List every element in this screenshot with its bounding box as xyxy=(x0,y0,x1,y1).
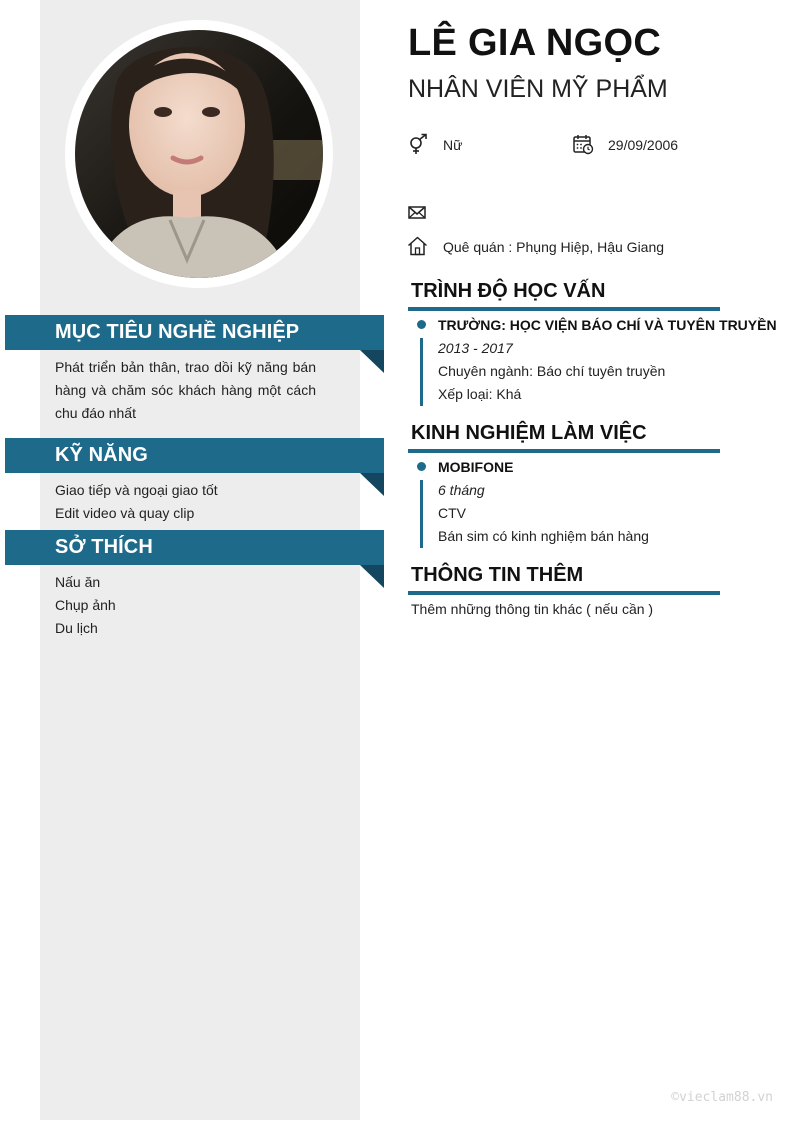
additional-heading: THÔNG TIN THÊM xyxy=(411,564,584,586)
education-period: 2013 - 2017 xyxy=(438,340,513,356)
gender-value: Nữ xyxy=(443,137,463,153)
objective-line: Phát triển bản thân, trao dồi kỹ năng bán xyxy=(55,359,316,375)
experience-duration: 6 tháng xyxy=(438,482,485,498)
skills-list xyxy=(55,479,316,525)
hobby-item: Nấu ăn xyxy=(55,574,101,590)
education-school: TRƯỜNG: HỌC VIỆN BÁO CHÍ VÀ TUYÊN TRUYỀN xyxy=(438,317,777,333)
hobbies-list xyxy=(55,571,316,640)
additional-rule xyxy=(408,591,720,595)
skills-banner-fold xyxy=(360,473,384,496)
experience-role: CTV xyxy=(438,505,466,521)
hobbies-banner xyxy=(5,530,384,565)
additional-text: Thêm những thông tin khác ( nếu cần ) xyxy=(411,601,654,617)
experience-rule xyxy=(408,449,720,453)
education-timeline-bar xyxy=(420,338,423,406)
hobbies-banner-fold xyxy=(360,565,384,588)
objective-line: hàng và chăm sóc khách hàng một cách xyxy=(55,382,316,398)
experience-description: Bán sim có kinh nghiệm bán hàng xyxy=(438,528,649,544)
experience-company: MOBIFONE xyxy=(438,459,514,475)
education-heading: TRÌNH ĐỘ HỌC VẤN xyxy=(411,280,606,302)
candidate-name: LÊ GIA NGỌC xyxy=(408,22,662,64)
hometown-value: Quê quán : Phụng Hiệp, Hậu Giang xyxy=(443,239,665,255)
skills-heading: KỸ NĂNG xyxy=(55,444,148,466)
job-title: NHÂN VIÊN MỸ PHẨM xyxy=(408,75,668,103)
objective-text xyxy=(55,356,316,425)
skills-banner xyxy=(5,438,384,473)
hobby-item: Chụp ảnh xyxy=(55,597,116,613)
calendar-icon xyxy=(572,133,594,155)
avatar xyxy=(75,30,323,278)
house-icon xyxy=(407,235,429,257)
skill-item: Edit video và quay clip xyxy=(55,505,195,521)
watermark: ©vieclam88.vn xyxy=(671,1090,773,1105)
experience-heading: KINH NGHIỆM LÀM VIỆC xyxy=(411,422,647,444)
objective-banner xyxy=(5,315,384,350)
hobbies-heading: SỞ THÍCH xyxy=(55,536,153,558)
education-rule xyxy=(408,307,720,311)
skill-item: Giao tiếp và ngoại giao tốt xyxy=(55,482,218,498)
birthday-value: 29/09/2006 xyxy=(608,137,679,153)
gender-icon xyxy=(407,133,429,155)
envelope-icon xyxy=(407,202,429,224)
objective-banner-fold xyxy=(360,350,384,373)
objective-line: chu đáo nhất xyxy=(55,405,136,421)
education-grade: Xếp loại: Khá xyxy=(438,386,522,402)
education-timeline-dot xyxy=(417,320,426,329)
education-major: Chuyên ngành: Báo chí tuyên truyền xyxy=(438,363,666,379)
experience-timeline-dot xyxy=(417,462,426,471)
hobby-item: Du lịch xyxy=(55,620,98,636)
experience-timeline-bar xyxy=(420,480,423,548)
objective-heading: MỤC TIÊU NGHỀ NGHIỆP xyxy=(55,321,300,343)
